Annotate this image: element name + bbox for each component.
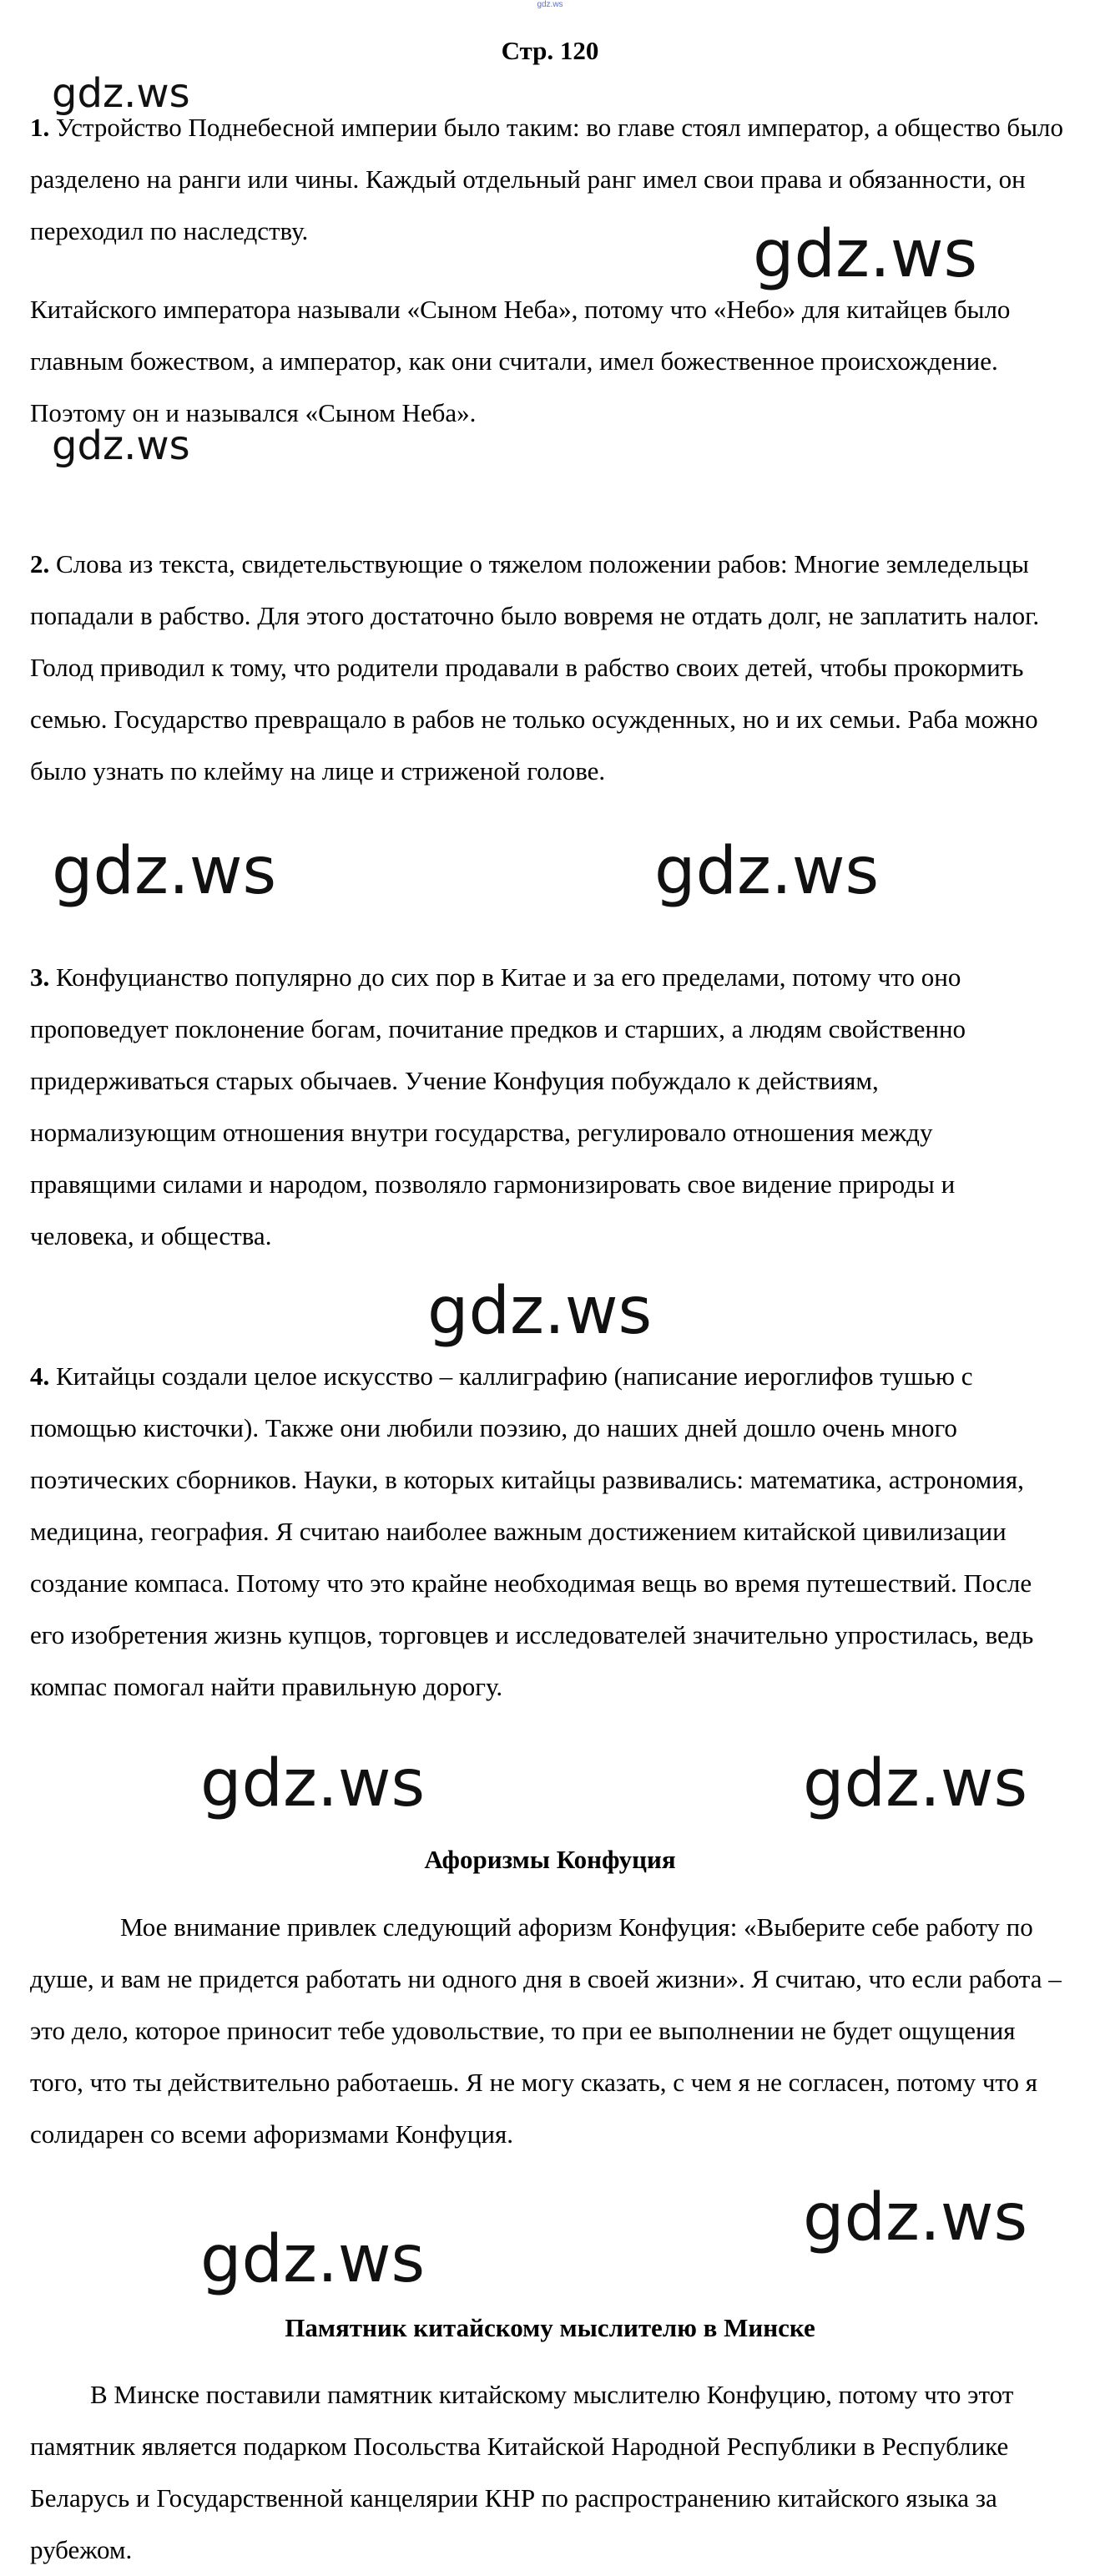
- answer-text: Китайцы создали целое искусство – каллиграфию (написание иероглифов тушью с помощью кисточки). Также они любили поэзию, до наших дней дошло очень много поэтических сборников. Науки, в которых китайцы развивались: математика, астрономия, медицина, география. Я считаю наиболее важным достижением китайской цивилизации создание компаса. Потому что это крайне необходимая вещь во время путешествий. После его изобретения жизнь купцов, торговцев и исследователей значительно упростилась, ведь компас помогал найти правильную дорогу.: [30, 1361, 1034, 1701]
- answer-text: Китайского императора называли «Сыном Неба», потому что «Небо» для китайцев было главным божеством, а император, как они считали, имел божественное происхождение. Поэтому он и назывался «Сыном Неба».: [30, 295, 1011, 427]
- watermark: gdz.ws: [52, 834, 277, 909]
- answer-text: Устройство Поднебесной империи было таким: во главе стоял император, а общество было разделено на ранги или чины. Каждый отдельный ранг имел свои права и обязанности, он переходил по наследству.: [30, 113, 1063, 245]
- answer-text: Конфуцианство популярно до сих пор в Китае и за его пределами, потому что оно проповедует поклонение богам, почитание предков и старших, а людям свойственно придерживаться старых обычаев. Учение Конфуция побуждало к действиям, нормализующим отношения внутри государства, регулировало отношения между правящими силами и народом, позволяло гармонизировать свое видение природы и человека, и общества.: [30, 962, 966, 1250]
- watermark: gdz.ws: [654, 834, 880, 909]
- watermark: gdz.ws: [200, 2222, 426, 2297]
- answer-1-extra: [30, 284, 1065, 439]
- answer-3: [30, 952, 1065, 1262]
- answer-4: [30, 1351, 1065, 1713]
- answer-text: Слова из текста, свидетельствующие о тяжелом положении рабов: Многие земледельцы попадали в рабство. Для этого достаточно было вовремя не отдать долг, не заплатить налог. Голод приводил к тому, что родители продавали в рабство своих детей, чтобы прокормить семью. Государство превращало в рабов не только осужденных, но и их семьи. Раба можно было узнать по клейму на лице и стриженой голове.: [30, 549, 1040, 785]
- answer-number: 2.: [30, 549, 50, 578]
- aphorisms-text: Мое внимание привлек следующий афоризм Конфуция: «Выберите себе работу по душе, и вам не придется работать ни одного дня в своей жизни». Я считаю, что если работа – это дело, которое приносит тебе удовольствие, то при ее выполнении не будет ощущения того, что ты действительно работаешь. Я не могу сказать, с чем я не согласен, потому что я солидарен со всеми афоризмами Конфуция.: [30, 1912, 1062, 2149]
- watermark: gdz.ws: [427, 1274, 653, 1349]
- answer-2: [30, 538, 1065, 797]
- answer-number: 3.: [30, 962, 50, 992]
- monument-heading: Памятник китайскому мыслителю в Минске: [285, 2313, 815, 2342]
- watermark: gdz.ws: [803, 2180, 1028, 2255]
- top-watermark: gdz.ws: [537, 0, 563, 9]
- aphorisms-heading: Афоризмы Конфуция: [424, 1845, 676, 1874]
- watermark: gdz.ws: [803, 1746, 1028, 1821]
- page-title: Стр. 120: [501, 36, 599, 65]
- monument-text: В Минске поставили памятник китайскому мыслителю Конфуцию, потому что этот памятник является подарком Посольства Китайской Народной Республики в Республике Беларусь и Государственной канцелярии КНР по распространению китайского языка за рубежом.: [30, 2380, 1014, 2564]
- answer-number: 1.: [30, 113, 50, 142]
- watermark: gdz.ws: [52, 422, 190, 469]
- answer-number: 4.: [30, 1361, 50, 1391]
- watermark: gdz.ws: [753, 217, 978, 292]
- watermark: gdz.ws: [52, 70, 190, 117]
- watermark: gdz.ws: [200, 1746, 426, 1821]
